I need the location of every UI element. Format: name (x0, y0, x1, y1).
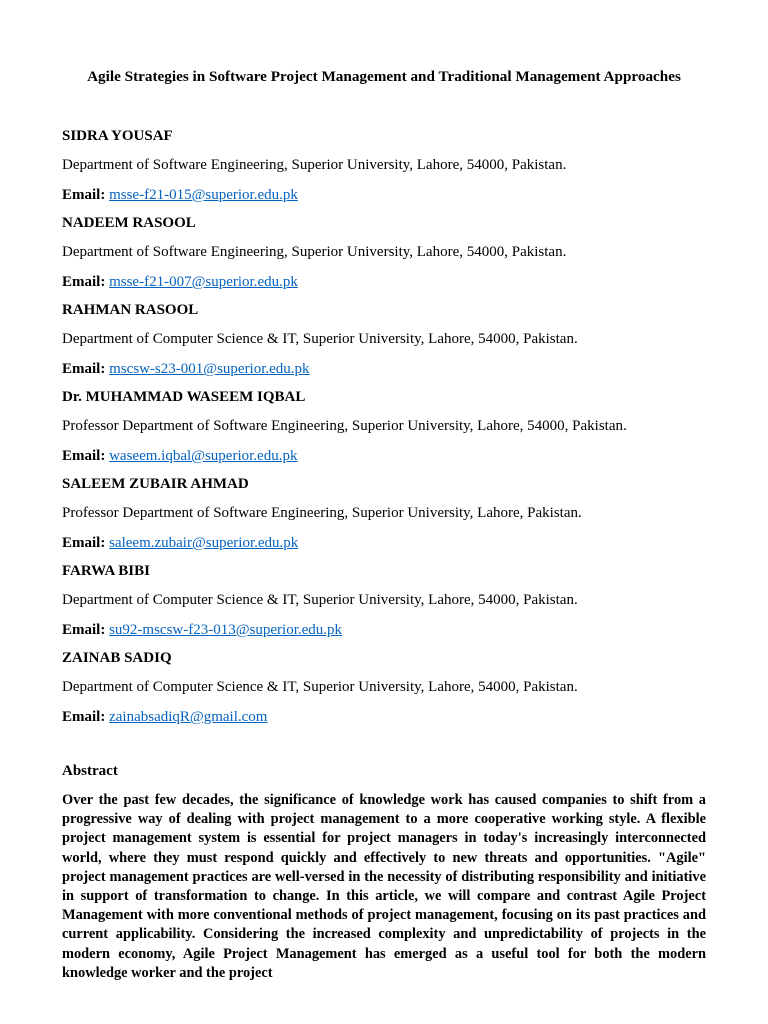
email-label: Email: (62, 187, 106, 203)
author-email-line (62, 185, 706, 205)
author-name: SALEEM ZUBAIR AHMAD (62, 476, 249, 492)
abstract-heading: Abstract (62, 763, 118, 779)
author-name: Dr. MUHAMMAD WASEEM IQBAL (62, 389, 306, 405)
author-email-line (62, 533, 706, 553)
author-affiliation: Department of Computer Science & IT, Superior University, Lahore, 54000, Pakistan. (62, 331, 578, 347)
author-block (62, 213, 706, 300)
author-affiliation: Professor Department of Software Engineering, Superior University, Lahore, Pakistan. (62, 505, 582, 521)
author-email-link[interactable]: waseem.iqbal@superior.edu.pk (109, 448, 298, 464)
author-list (62, 126, 706, 735)
author-email-link[interactable]: su92-mscsw-f23-013@superior.edu.pk (109, 622, 343, 638)
author-name: RAHMAN RASOOL (62, 302, 199, 318)
email-label: Email: (62, 622, 106, 638)
author-affiliation: Department of Software Engineering, Superior University, Lahore, 54000, Pakistan. (62, 244, 567, 260)
author-email-line (62, 707, 706, 727)
author-email-link[interactable]: msse-f21-015@superior.edu.pk (109, 187, 298, 203)
email-label: Email: (62, 448, 106, 464)
author-affiliation: Department of Computer Science & IT, Superior University, Lahore, 54000, Pakistan. (62, 592, 578, 608)
author-name: FARWA BIBI (62, 563, 150, 579)
author-affiliation: Department of Computer Science & IT, Superior University, Lahore, 54000, Pakistan. (62, 679, 578, 695)
email-label: Email: (62, 361, 106, 377)
author-block (62, 387, 706, 474)
author-name: ZAINAB SADIQ (62, 650, 172, 666)
author-affiliation: Professor Department of Software Engineering, Superior University, Lahore, 54000, Pakistan. (62, 418, 627, 434)
email-label: Email: (62, 274, 106, 290)
author-name: SIDRA YOUSAF (62, 128, 173, 144)
author-email-link[interactable]: msse-f21-007@superior.edu.pk (109, 274, 298, 290)
author-email-link[interactable]: mscsw-s23-001@superior.edu.pk (109, 361, 310, 377)
author-email-line (62, 359, 706, 379)
author-block (62, 648, 706, 735)
author-block (62, 126, 706, 213)
abstract-text: Over the past few decades, the significance of knowledge work has caused companies to shift from a progressive way of dealing with project management to a more cooperative working style. A flexible project management system is essential for project managers in today's increasingly interconnected world, where they must respond quickly and effectively to new threats and opportunities. "Agile" project management practices are well-versed in the necessity of distributing responsibility and initiative in support of transformation to change. In this article, we will compare and contrast Agile Project Management with more conventional methods of project management, focusing on its past practices and current applicability. Considering the increased complexity and unpredictability of projects in the modern economy, Agile Project Management has emerged as a useful tool for both the modern knowledge worker and the project (62, 792, 706, 981)
author-email-line (62, 446, 706, 466)
paper-title: Agile Strategies in Software Project Management and Traditional Management Approaches (87, 68, 681, 85)
author-name: NADEEM RASOOL (62, 215, 196, 231)
email-label: Email: (62, 535, 106, 551)
author-email-link[interactable]: zainabsadiqR@gmail.com (109, 709, 268, 725)
author-block (62, 300, 706, 387)
author-email-line (62, 620, 706, 640)
author-email-line (62, 272, 706, 292)
email-label: Email: (62, 709, 106, 725)
author-block (62, 561, 706, 648)
author-email-link[interactable]: saleem.zubair@superior.edu.pk (109, 535, 299, 551)
author-block (62, 474, 706, 561)
author-affiliation: Department of Software Engineering, Superior University, Lahore, 54000, Pakistan. (62, 157, 567, 173)
